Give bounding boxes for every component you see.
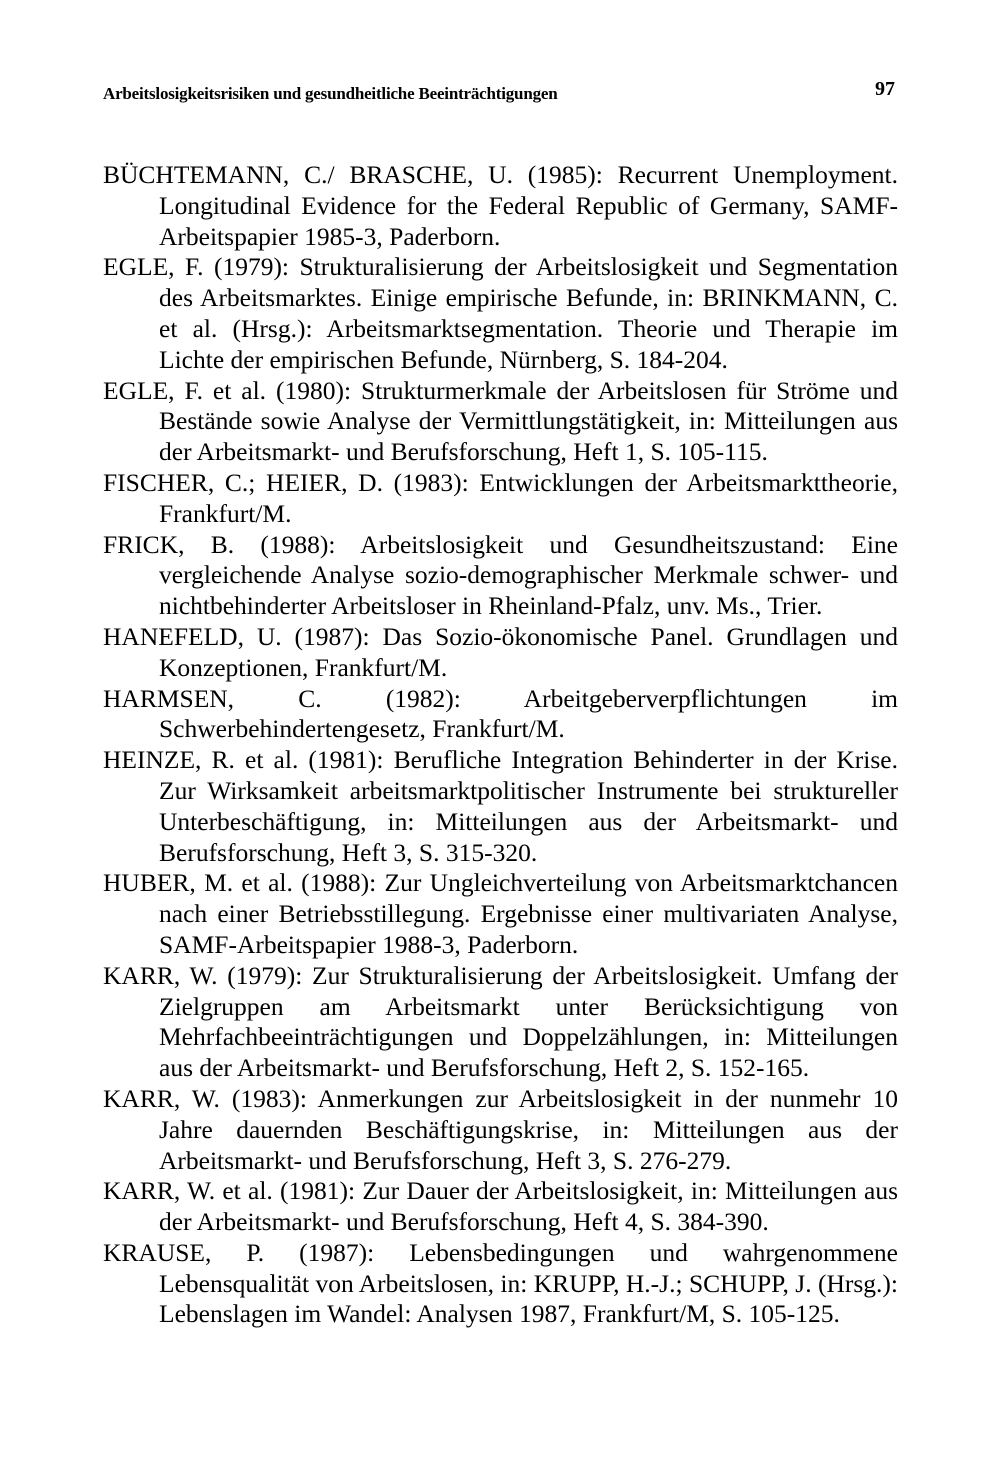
running-header [103, 78, 895, 108]
reference-entry-harmsen-1982: HARMSEN, C. (1982): Arbeitgeberverpflichtungen im Schwerbehindertengesetz, Frankfurt/M. [103, 683, 898, 744]
reference-list [103, 160, 898, 1330]
reference-entry-huber-1988: HUBER, M. et al. (1988): Zur Ungleichverteilung von Arbeitsmarktchancen nach einer Betriebsstillegung. Ergebnisse einer multivariaten Analyse, SAMF-Arbeitspapier 1988-3, Paderborn. [103, 868, 898, 959]
reference-entry-frick-1988: FRICK, B. (1988): Arbeitslosigkeit und Gesundheitszustand: Eine vergleichende Analyse sozio-demographischer Merkmale schwer- und nichtbehinderter Arbeitsloser in Rheinland-Pfalz, unv. Ms., Trier. [103, 529, 898, 621]
reference-entry-hanefeld-1987: HANEFELD, U. (1987): Das Sozio-ökonomische Panel. Grundlagen und Konzeptionen, Frankfurt/M. [103, 621, 898, 682]
reference-entry-fischer-1983: FISCHER, C.; HEIER, D. (1983): Entwicklungen der Arbeitsmarkttheorie, Frankfurt/M. [103, 467, 898, 528]
reference-entry-heinze-1981: HEINZE, R. et al. (1981): Berufliche Integration Behinderter in der Krise. Zur Wirksamkeit arbeitsmarktpolitischer Instrumente bei struktureller Unterbeschäftigung, in: Mitteilungen aus der Arbeitsmarkt- und Berufsforschung, Heft 3, S. 315-320. [103, 745, 898, 867]
reference-entry-buechtemann-1985: BÜCHTEMANN, C./ BRASCHE, U. (1985): Recurrent Unemployment. Longitudinal Evidence for the Federal Republic of Germany, SAMF-Arbeitspapier 1985-3, Paderborn. [103, 160, 898, 251]
header-title: Arbeitslosigkeitsrisiken und gesundheitliche Beeinträchtigungen [103, 84, 558, 103]
reference-entry-krause-1987: KRAUSE, P. (1987): Lebensbedingungen und wahrgenommene Lebensqualität von Arbeitslosen, in: KRUPP, H.-J.; SCHUPP, J. (Hrsg.): Lebenslagen im Wandel: Analysen 1987, Frankfurt/M, S. 105-125. [103, 1237, 898, 1329]
reference-entry-karr-1981: KARR, W. et al. (1981): Zur Dauer der Arbeitslosigkeit, in: Mitteilungen aus der Arbeitsmarkt- und Berufsforschung, Heft 4, S. 384-390. [103, 1176, 898, 1237]
page-number: 97 [875, 78, 895, 100]
reference-entry-egle-1979: EGLE, F. (1979): Strukturalisierung der Arbeitslosigkeit und Segmentation des Arbeitsmarktes. Einige empirische Befunde, in: BRINKMANN, C. et al. (Hrsg.): Arbeitsmarktsegmentation. Theorie und Therapie im Lichte der empirischen Befunde, Nürnberg, S. 184-204. [103, 252, 898, 374]
reference-entry-karr-1983: KARR, W. (1983): Anmerkungen zur Arbeitslosigkeit in der nunmehr 10 Jahre dauernden Beschäftigungskrise, in: Mitteilungen aus der Arbeitsmarkt- und Berufsforschung, Heft 3, S. 276-279. [103, 1083, 898, 1175]
reference-entry-karr-1979: KARR, W. (1979): Zur Strukturalisierung der Arbeitslosigkeit. Umfang der Zielgruppen am Arbeitsmarkt unter Berücksichtigung von Mehrfachbeeinträchtigungen und Doppelzählungen, in: Mitteilungen aus der Arbeitsmarkt- und Berufsforschung, Heft 2, S. 152-165. [103, 960, 898, 1083]
reference-entry-egle-1980: EGLE, F. et al. (1980): Strukturmerkmale der Arbeitslosen für Ströme und Bestände sowie Analyse der Vermittlungstätigkeit, in: Mitteilungen aus der Arbeitsmarkt- und Berufsforschung, Heft 1, S. 105-115. [103, 375, 898, 467]
